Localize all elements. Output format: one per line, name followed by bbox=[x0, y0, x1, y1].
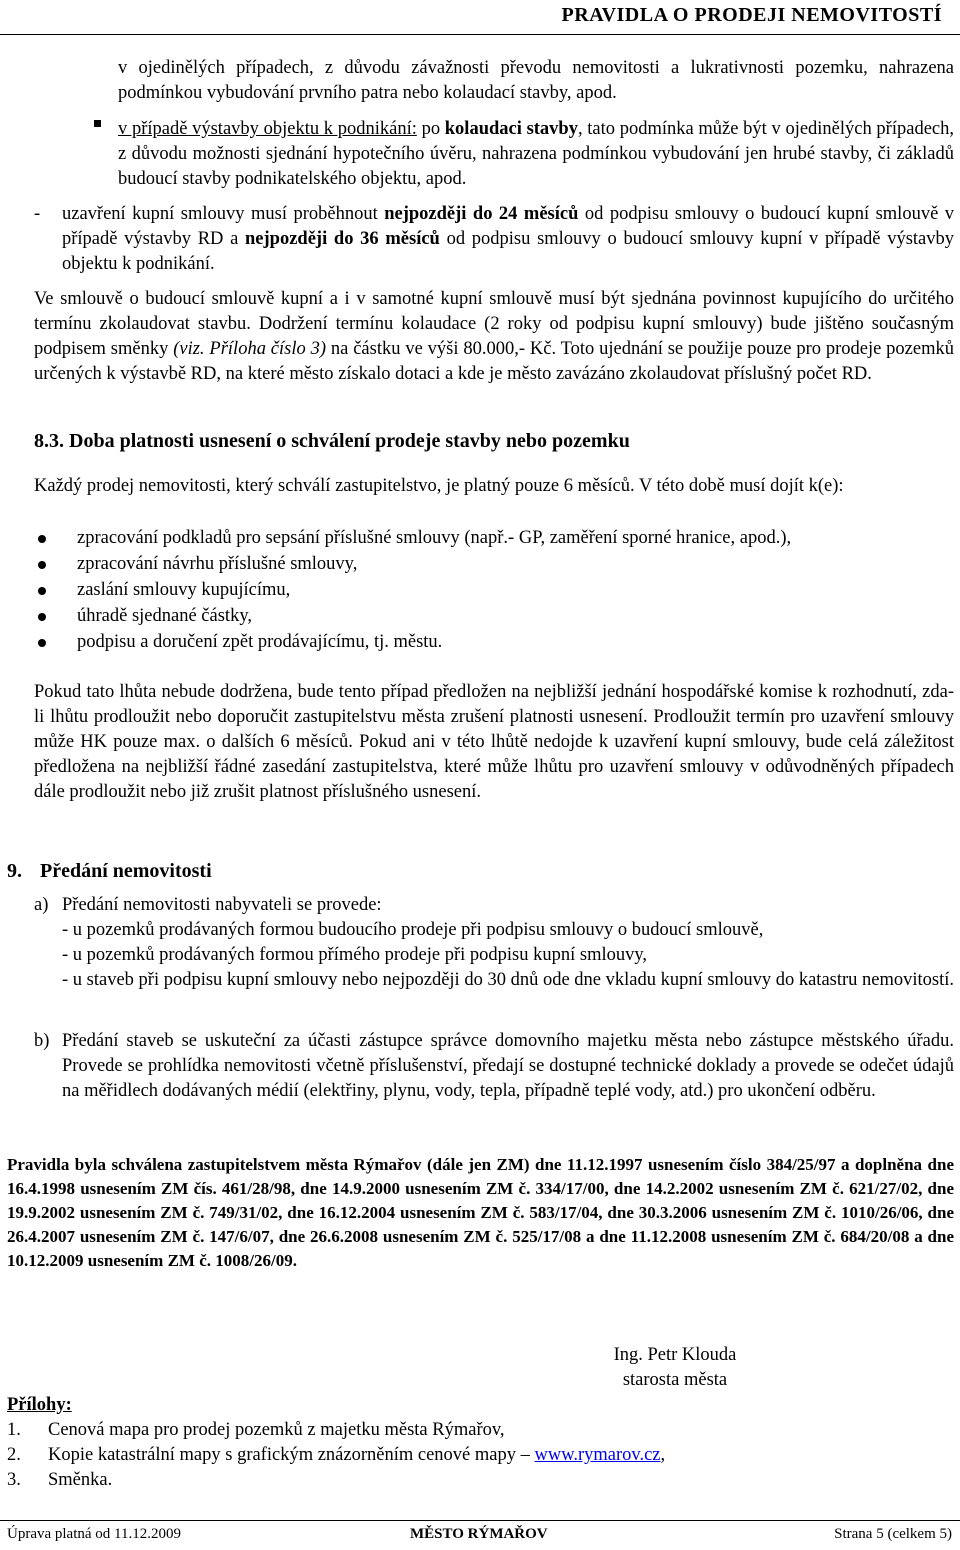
business-bold: kolaudaci stavby bbox=[444, 119, 578, 139]
footer-divider bbox=[0, 1520, 960, 1521]
item-a-subitem: - u staveb při podpisu kupní smlouvy nebo nejpozději do 30 dnů ode dne vkladu kupní smlouvy do katastru nemovitostí. bbox=[62, 970, 955, 990]
bullet-dot-icon bbox=[38, 587, 46, 595]
dash-t2: od podpisu smlouvy o budoucí kupní smlouvě v případě výstavby RD a bbox=[62, 204, 955, 249]
dash-b1: nejpozději do 24 měsíců bbox=[384, 204, 579, 224]
business-lead: v případě výstavby objektu k podnikání: bbox=[118, 119, 417, 139]
signature-name: Ing. Petr Klouda bbox=[613, 1345, 737, 1365]
footer-center: MĚSTO RÝMAŘOV bbox=[410, 1526, 548, 1542]
section-8-3-heading: 8.3. Doba platnosti usnesení o schválení prodeje stavby nebo pozemku bbox=[34, 430, 630, 452]
bullet-item: podpisu a doručení zpět prodávajícímu, tj. městu. bbox=[77, 632, 443, 652]
business-rest: , tato podmínka může být v ojedinělých případech, z důvodu možnosti sjednání hypotečního úvěru, nahrazena podmínkou vybudování jen hrubé stavby, či základů budoucí stavby podnikatelského objektu, apod. bbox=[118, 119, 954, 189]
item-a-label: a) bbox=[34, 895, 49, 915]
item-b-label: b) bbox=[34, 1031, 50, 1051]
attachment-item bbox=[48, 1443, 665, 1468]
attachment-num: 2. bbox=[7, 1445, 21, 1465]
attachment-text: Kopie katastrální mapy s grafickým znázorněním cenové mapy – bbox=[48, 1445, 530, 1465]
section-8-3-intro: Každý prodej nemovitosti, který schválí zastupitelstvo, je platný pouze 6 měsíců. V této době musí dojít k(e): bbox=[34, 476, 844, 496]
ve-italic: (viz. Příloha číslo 3) bbox=[173, 339, 327, 359]
attachment-num: 3. bbox=[7, 1470, 21, 1490]
section-9-title: Předání nemovitosti bbox=[40, 860, 212, 882]
bullet-item: zaslání smlouvy kupujícímu, bbox=[77, 580, 291, 600]
item-b-text: Předání staveb se uskuteční za účasti zástupce správce domovního majetku města nebo zástupce městského úřadu. Provede se prohlídka nemovitosti včetně příslušenství, předají se dostupné technické doklady a provede se odečet údajů na měřidlech dodávaných médií (elektřiny, plynu, vody, tepla, případně teplé vody, atd.) pro ukončení odběru. bbox=[62, 1031, 954, 1101]
item-a-subitem: - u pozemků prodávaných formou budoucího prodeje při podpisu smlouvy o budoucí smlouvě, bbox=[62, 920, 764, 940]
approval-paragraph: Pravidla byla schválena zastupitelstvem města Rýmařov (dále jen ZM) dne 11.12.1997 usnesením číslo 384/25/97 a doplněna dne 16.4.1998 usnesením ZM čís. 461/28/98, dne 14.9.2000 usnesením ZM č. 334/17/00, dne 14.2.2002 usnesením ZM č. 621/27/02, dne 19.9.2002 usnesením ZM č. 749/31/02, dne 16.12.2004 usnesením ZM č. 583/17/04, dne 30.3.2006 usnesením ZM č. 1010/26/06, dne 26.4.2007 usnesením ZM č. 147/6/07, dne 26.6.2008 usnesením ZM č. 525/17/08 a dne 11.12.2008 usnesením ZM č. 684/20/08 a dne 10.12.2009 usnesením ZM č. 1008/26/09. bbox=[7, 1155, 954, 1270]
bullet-dot-icon bbox=[38, 639, 46, 647]
bullet-dot-icon bbox=[38, 561, 46, 569]
attachment-item: Směnka. bbox=[48, 1470, 113, 1490]
dash-marker: - bbox=[34, 204, 41, 224]
attachment-after: , bbox=[660, 1445, 666, 1465]
ve-t1: Ve smlouvě o budoucí smlouvě kupní a i v samotné kupní smlouvě musí být sjednána povinnost kupujícího do určitého termínu zkolaudovat stavbu. Dodržení termínu kolaudace (2 roky od podpisu kupní smlouvy) bude jištěno současným podpisem směnky bbox=[34, 289, 954, 359]
bullet-item: úhradě sjednané částky, bbox=[77, 606, 252, 626]
attachments-title: Přílohy: bbox=[7, 1395, 72, 1415]
square-bullet-icon bbox=[94, 120, 101, 127]
signature-block bbox=[560, 1343, 790, 1393]
bullet-item: zpracování podkladů pro sepsání příslušné smlouvy (např.- GP, zaměření sporné hranice, apod.), bbox=[77, 528, 792, 548]
paragraph-ve-smlouve bbox=[34, 287, 954, 387]
attachment-item: Cenová mapa pro prodej pozemků z majetku města Rýmařov, bbox=[48, 1420, 505, 1440]
header-divider bbox=[0, 34, 960, 35]
ve-t2: na částku ve výši 80.000,- Kč. Toto ujednání se použije pouze pro prodeje pozemků určených k výstavbě RD, na které město získalo dotaci a kde je město zavázáno zkolaudovat příslušný počet RD. bbox=[34, 339, 954, 384]
section-8-3-closing: Pokud tato lhůta nebude dodržena, bude tento případ předložen na nejbližší jednání hospodářské komise k rozhodnutí, zda-li lhůtu prodloužit nebo doporučit zastupitelstvu města zrušení platnosti usnesení. Prodloužit termín pro uzavření smlouvy může HK pouze max. o dalších 6 měsíců. Pokud ani v této lhůtě nedojde k uzavření kupní smlouvy, bude celá záležitost předložena na nejbližší řádné zasedání zastupitelstva, které může lhůtu pro uzavření smlouvy v odůvodněných případech dále prodloužit nebo již zrušit platnost příslušného usnesení. bbox=[34, 682, 954, 802]
section-9-number: 9. bbox=[7, 860, 22, 882]
bullet-item: zpracování návrhu příslušné smlouvy, bbox=[77, 554, 358, 574]
footer-right: Strana 5 (celkem 5) bbox=[834, 1526, 952, 1542]
signature-role: starosta města bbox=[622, 1370, 728, 1390]
bullet-dot-icon bbox=[38, 535, 46, 543]
item-a-text: Předání nemovitosti nabyvateli se provede: bbox=[62, 895, 382, 915]
bullet-dot-icon bbox=[38, 613, 46, 621]
page-header-title: PRAVIDLA O PRODEJI NEMOVITOSTÍ bbox=[561, 4, 942, 26]
bullet-business-text bbox=[118, 117, 954, 192]
footer-left: Úprava platná od 11.12.2009 bbox=[7, 1526, 181, 1542]
dash-b2: nejpozději do 36 měsíců bbox=[245, 229, 440, 249]
continuation-paragraph: v ojedinělých případech, z důvodu závažnosti převodu nemovitosti a lukrativnosti pozemku, nahrazena podmínkou vybudování prvního patra nebo kolaudací stavby, apod. bbox=[118, 58, 954, 103]
item-a-subitem: - u pozemků prodávaných formou přímého prodeje při podpisu kupní smlouvy, bbox=[62, 945, 648, 965]
rymarov-link[interactable]: www.rymarov.cz bbox=[534, 1445, 661, 1465]
attachment-num: 1. bbox=[7, 1420, 21, 1440]
business-po: po bbox=[416, 119, 445, 139]
dash-item-text bbox=[62, 202, 954, 277]
dash-t1: uzavření kupní smlouvy musí proběhnout bbox=[62, 204, 385, 224]
dash-t3: od podpisu smlouvy o budoucí smlouvy kupní v případě výstavby objektu k podnikání. bbox=[62, 229, 954, 274]
